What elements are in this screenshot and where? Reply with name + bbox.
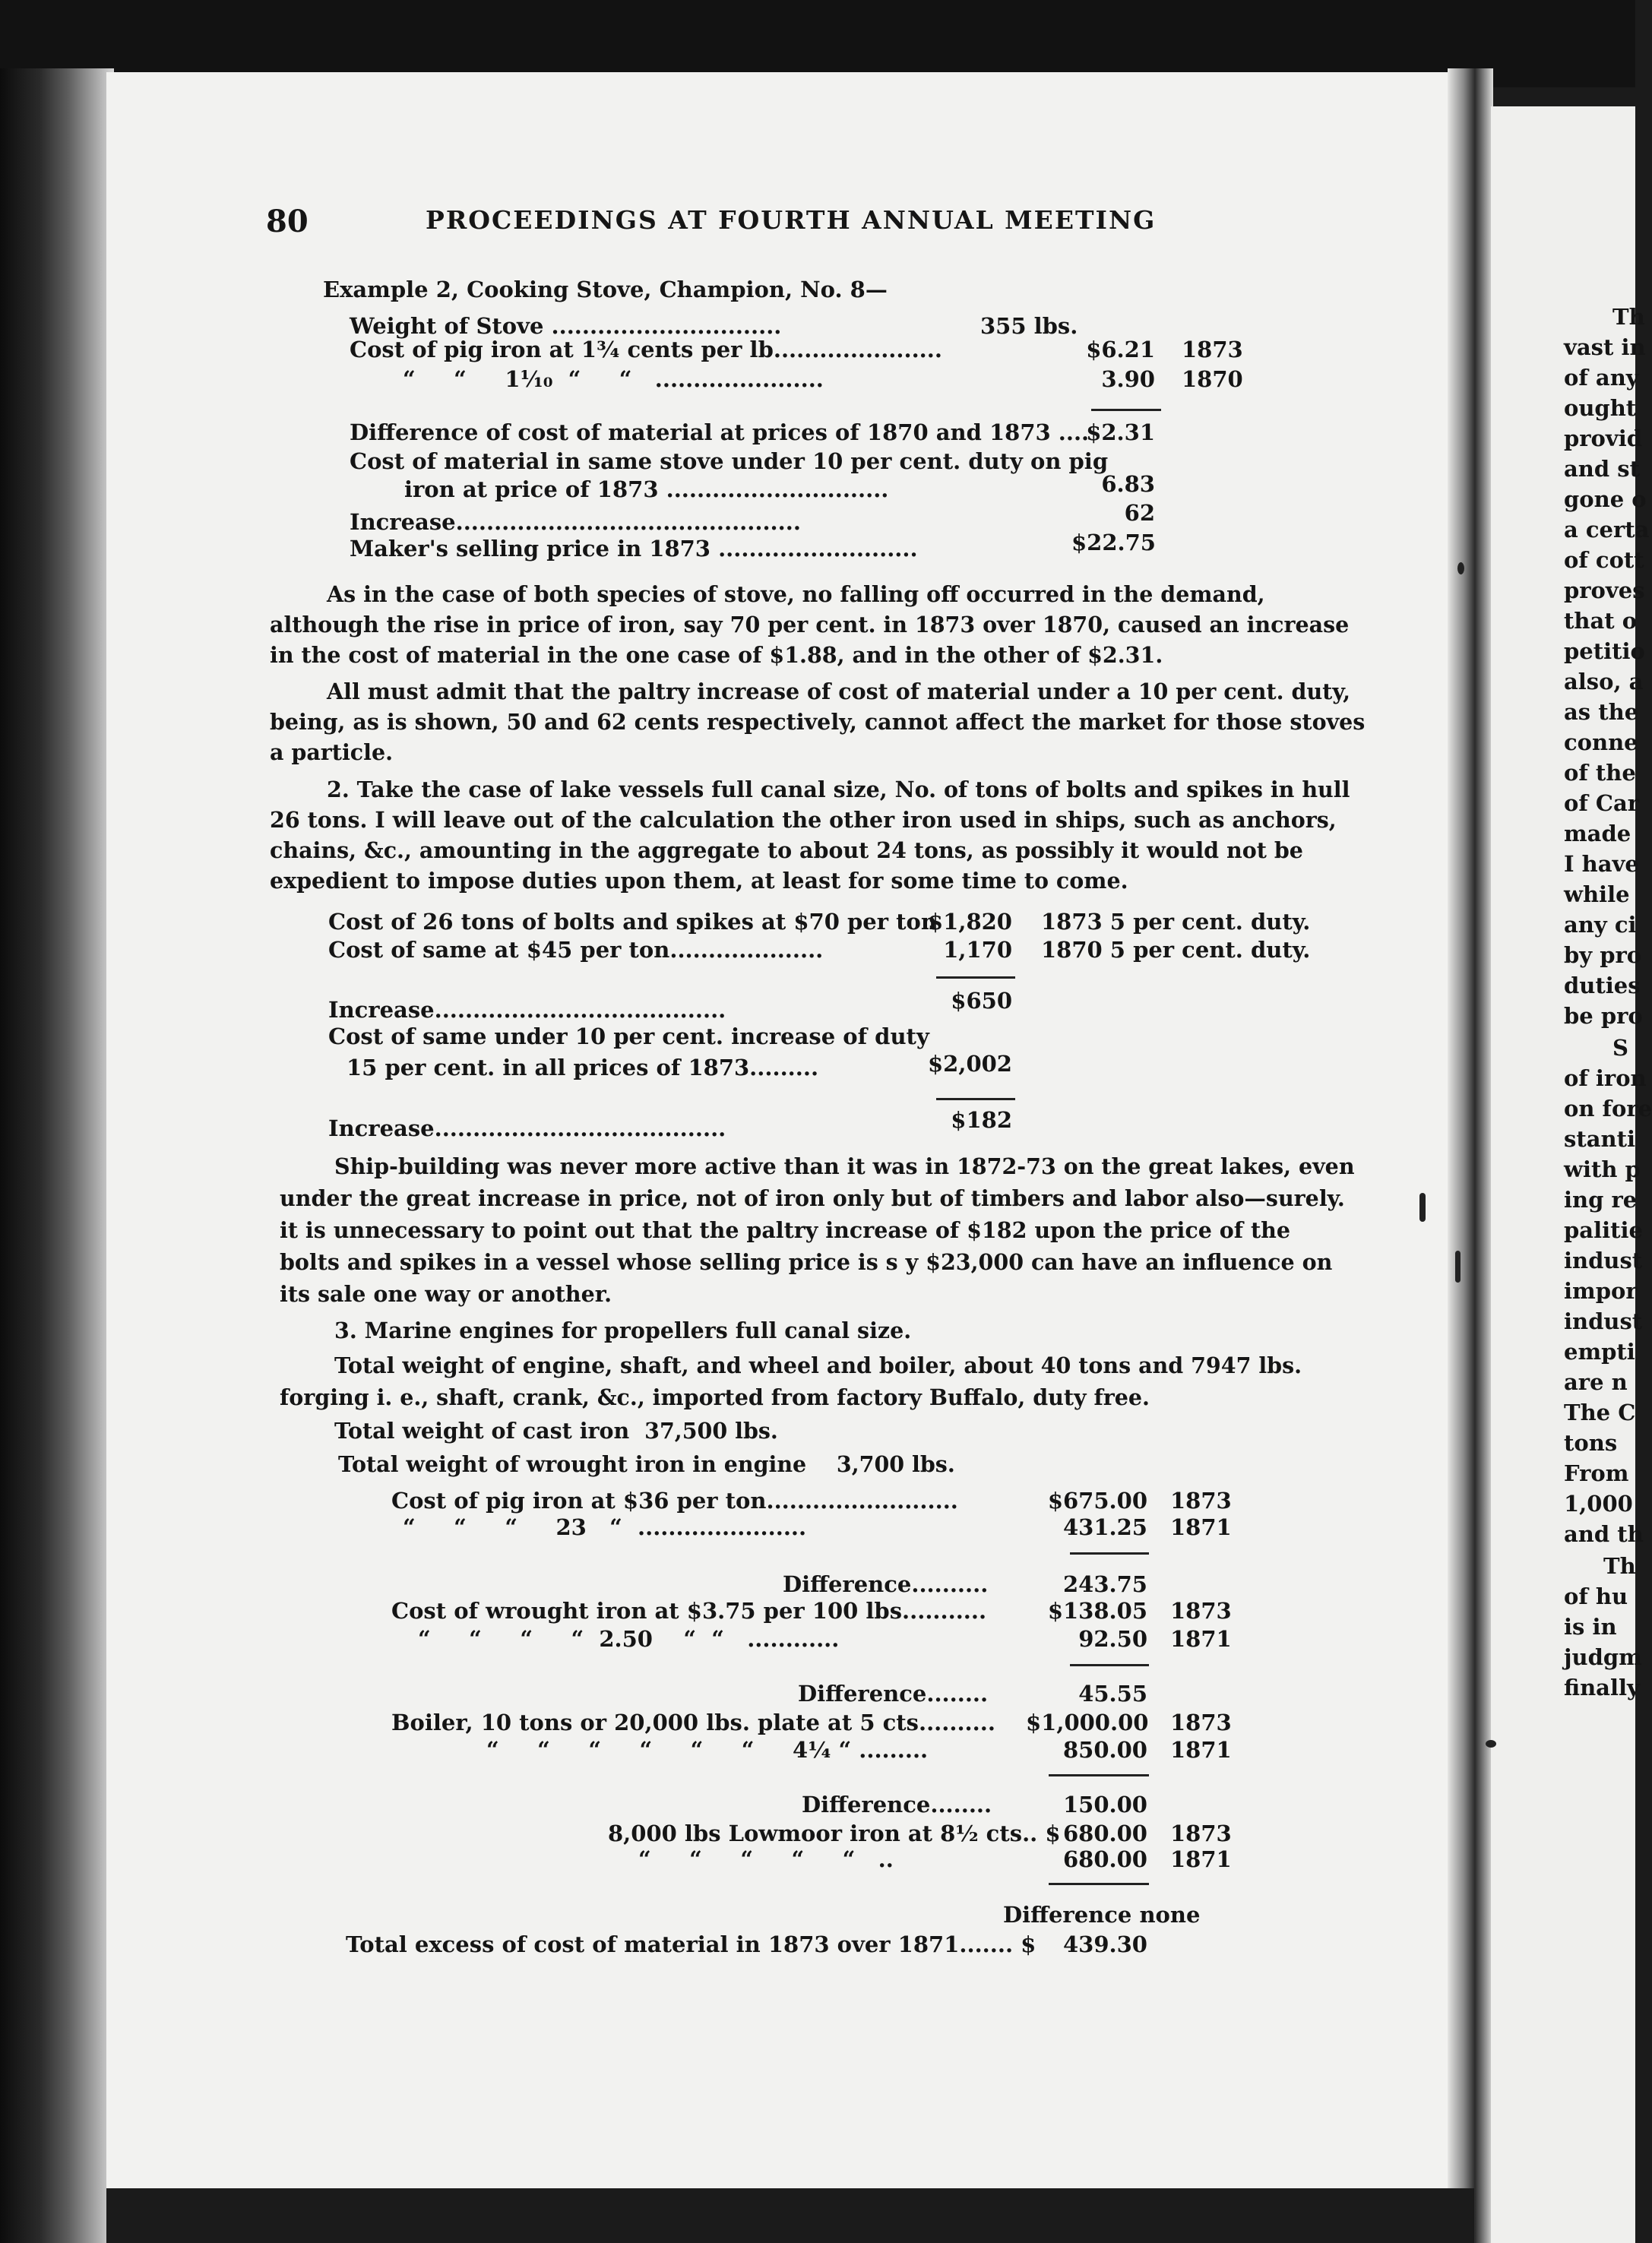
engine-row-label: Difference none bbox=[1003, 1902, 1201, 1928]
sum-rule bbox=[1070, 1552, 1149, 1555]
facing-page-line: of cott bbox=[1564, 547, 1644, 573]
page-edge-shadow bbox=[0, 68, 114, 2243]
paragraph-line: Ship-building was never more active than it was in 1872-73 on the great lakes, even bbox=[334, 1153, 1355, 1179]
facing-page-line: made bbox=[1564, 821, 1631, 846]
engine-row-value: 850.00 bbox=[1063, 1737, 1147, 1763]
paragraph-line: As in the case of both species of stove, no falling off occurred in the demand, bbox=[327, 581, 1265, 607]
sum-rule bbox=[1049, 1774, 1149, 1776]
sum-rule bbox=[1070, 1664, 1149, 1666]
facing-page bbox=[1491, 106, 1652, 2243]
facing-page-line: Th bbox=[1603, 1553, 1636, 1579]
paragraph-line: although the rise in price of iron, say 70 per cent. in 1873 over 1870, caused an increase bbox=[270, 612, 1350, 637]
paragraph-line: a particle. bbox=[270, 739, 394, 765]
vessel-row-5-label: Increase...................................... bbox=[328, 1115, 726, 1141]
engine-row-label: “ “ “ 23 “ ...................... bbox=[403, 1514, 807, 1540]
facing-page-line: of Car bbox=[1564, 790, 1640, 816]
engine-row-value: 92.50 bbox=[1078, 1626, 1147, 1652]
facing-page-line: indust bbox=[1564, 1308, 1643, 1334]
facing-page-line: I have bbox=[1564, 851, 1639, 877]
engine-row-label: “ “ “ “ 2.50 “ “ ............ bbox=[418, 1626, 840, 1652]
paragraph-line: it is unnecessary to point out that the paltry increase of $182 upon the price of the bbox=[280, 1217, 1290, 1243]
facing-page-line: impor bbox=[1564, 1278, 1638, 1304]
engine-row-year: 1871 bbox=[1170, 1626, 1232, 1652]
vessel-row-4-label-1: Cost of same under 10 per cent. increase of duty bbox=[328, 1023, 929, 1049]
vessel-row-1-label: Cost of 26 tons of bolts and spikes at $70 per ton bbox=[328, 909, 937, 935]
facing-page-line: and th bbox=[1564, 1521, 1644, 1547]
facing-page-line: duties bbox=[1564, 973, 1641, 998]
facing-page-line: From bbox=[1564, 1460, 1629, 1486]
engine-row-label: Difference........ bbox=[798, 1681, 989, 1707]
ditto-year: 1870 bbox=[1182, 366, 1243, 392]
engine-row-year: 1871 bbox=[1170, 1846, 1232, 1872]
facing-page-line: vast in bbox=[1564, 334, 1646, 360]
vessel-row-4-label-2: 15 per cent. in all prices of 1873......... bbox=[347, 1055, 819, 1080]
vessel-row-4-value: $2,002 bbox=[928, 1051, 1012, 1077]
pig-iron-year: 1873 bbox=[1182, 337, 1243, 362]
engine-row-label: Boiler, 10 tons or 20,000 lbs. plate at 5 cts.......... bbox=[391, 1710, 995, 1735]
sum-rule bbox=[1049, 1883, 1149, 1885]
engine-row-year: 1873 bbox=[1170, 1821, 1232, 1846]
facing-page-line: are n bbox=[1564, 1369, 1628, 1395]
facing-page-line: S bbox=[1612, 1035, 1628, 1061]
paragraph-line: being, as is shown, 50 and 62 cents respectively, cannot affect the market for those stoves bbox=[270, 709, 1366, 735]
facing-page-line: of hu bbox=[1564, 1583, 1628, 1609]
facing-page-line: is in bbox=[1564, 1614, 1617, 1640]
engine-row-value: 45.55 bbox=[1078, 1681, 1147, 1707]
vessel-row-1-value: $1,820 bbox=[928, 909, 1012, 935]
total-excess-value: 439.30 bbox=[1063, 1931, 1147, 1957]
engine-row-label: Difference.......... bbox=[783, 1571, 989, 1597]
sum-rule bbox=[936, 976, 1015, 979]
pig-iron-value: $6.21 bbox=[1086, 337, 1155, 362]
book-gutter bbox=[1448, 68, 1493, 2243]
facing-page-line: finally bbox=[1564, 1675, 1640, 1700]
facing-page-line: petitio bbox=[1564, 638, 1645, 664]
engine-row-label: Difference........ bbox=[802, 1792, 992, 1817]
pig-iron-label: Cost of pig iron at 1¾ cents per lb...................... bbox=[350, 337, 942, 362]
engine-row-year: 1873 bbox=[1170, 1488, 1232, 1514]
engine-row-value: 150.00 bbox=[1063, 1792, 1147, 1817]
page-number: 80 bbox=[266, 204, 309, 239]
facing-page-line: Th bbox=[1612, 304, 1645, 330]
facing-page-line: while bbox=[1564, 881, 1630, 907]
vessel-row-3-value: $650 bbox=[951, 988, 1012, 1014]
vessel-row-5-value: $182 bbox=[951, 1107, 1012, 1133]
scan-speck bbox=[1419, 1193, 1426, 1222]
facing-page-line: 1,000 bbox=[1564, 1491, 1633, 1517]
paragraph-line: Total weight of engine, shaft, and wheel and boiler, about 40 tons and 7947 lbs. bbox=[334, 1352, 1302, 1378]
under-duty-value: 6.83 bbox=[1101, 471, 1155, 497]
facing-page-line: ought bbox=[1564, 395, 1637, 421]
weight-value: 355 lbs. bbox=[980, 313, 1078, 339]
total-excess-label: Total excess of cost of material in 1873 over 1871....... $ bbox=[346, 1931, 1036, 1957]
cast-iron-weight: Total weight of cast iron 37,500 lbs. bbox=[334, 1418, 778, 1444]
facing-page-line: by pro bbox=[1564, 942, 1642, 968]
engine-row-value: 680.00 bbox=[1063, 1846, 1147, 1872]
facing-page-line: stanti bbox=[1564, 1126, 1636, 1152]
vessel-row-2-value: 1,170 bbox=[943, 937, 1012, 963]
paragraph-line: bolts and spikes in a vessel whose selling price is s y $23,000 can have an influence on bbox=[280, 1249, 1333, 1275]
vessel-row-1-note: 1873 5 per cent. duty. bbox=[1041, 909, 1311, 935]
paragraph-line: under the great increase in price, not of iron only but of timbers and labor also—surely. bbox=[280, 1185, 1345, 1211]
example-title: Example 2, Cooking Stove, Champion, No. 8— bbox=[323, 277, 888, 302]
increase-label: Increase............................................. bbox=[350, 509, 801, 535]
paragraph-line: chains, &c., amounting in the aggregate to about 24 tons, as possibly it would not be bbox=[270, 837, 1303, 863]
engine-row-label: “ “ “ “ “ .. bbox=[638, 1846, 894, 1872]
facing-page-line: The C bbox=[1564, 1400, 1636, 1425]
engine-row-label: Cost of pig iron at $36 per ton......................... bbox=[391, 1488, 958, 1514]
scan-speck bbox=[1457, 562, 1464, 574]
engine-row-value: $675.00 bbox=[1047, 1488, 1147, 1514]
facing-page-line: judgm bbox=[1564, 1644, 1642, 1670]
scan-speck bbox=[1486, 1740, 1496, 1748]
facing-page-line: conne bbox=[1564, 729, 1638, 755]
facing-page-line: on fore bbox=[1564, 1096, 1652, 1122]
facing-page-line: as the bbox=[1564, 699, 1639, 725]
facing-page-line: provid bbox=[1564, 426, 1643, 451]
facing-page-line: a certa bbox=[1564, 517, 1650, 543]
facing-page-line: proves bbox=[1564, 577, 1645, 603]
scan-bottom-border bbox=[106, 2188, 1474, 2243]
paragraph-line: All must admit that the paltry increase of cost of material under a 10 per cent. duty, bbox=[327, 679, 1351, 704]
engine-row-value: 431.25 bbox=[1063, 1514, 1147, 1540]
facing-page-line: with p bbox=[1564, 1156, 1641, 1182]
facing-page-line: ing re bbox=[1564, 1187, 1638, 1213]
ditto-label: “ “ 1¹⁄₁₀ “ “ ...................... bbox=[403, 366, 824, 392]
vessel-row-2-label: Cost of same at $45 per ton.................... bbox=[328, 937, 824, 963]
engine-row-year: 1873 bbox=[1170, 1598, 1232, 1624]
selling-price-label: Maker's selling price in 1873 .......................... bbox=[350, 536, 918, 562]
sum-rule bbox=[1091, 409, 1161, 411]
increase-value: 62 bbox=[1124, 500, 1155, 526]
sum-rule bbox=[936, 1098, 1015, 1100]
facing-page-line: that o bbox=[1564, 608, 1638, 634]
facing-page-line: gone o bbox=[1564, 486, 1647, 512]
ditto-value: 3.90 bbox=[1101, 366, 1155, 392]
facing-page-line: empti bbox=[1564, 1339, 1635, 1365]
paragraph-line: in the cost of material in the one case of $1.88, and in the other of $2.31. bbox=[270, 642, 1163, 668]
facing-page-line: of iron bbox=[1564, 1065, 1647, 1091]
paragraph-line: 3. Marine engines for propellers full canal size. bbox=[334, 1318, 912, 1343]
difference-label: Difference of cost of material at prices of 1870 and 1873 .... bbox=[350, 419, 1090, 445]
engine-row-label: 8,000 lbs Lowmoor iron at 8½ cts.. $ bbox=[608, 1821, 1061, 1846]
paragraph-line: forging i. e., shaft, crank, &c., imported from factory Buffalo, duty free. bbox=[280, 1384, 1150, 1410]
engine-row-value: 243.75 bbox=[1063, 1571, 1147, 1597]
engine-row-value: $138.05 bbox=[1047, 1598, 1147, 1624]
facing-page-line: any ci bbox=[1564, 912, 1637, 938]
facing-page-line: indust bbox=[1564, 1248, 1643, 1273]
facing-page-line: and st bbox=[1564, 456, 1640, 482]
engine-row-year: 1871 bbox=[1170, 1737, 1232, 1763]
under-duty-label-1: Cost of material in same stove under 10 per cent. duty on pig bbox=[350, 448, 1109, 474]
difference-value: $2.31 bbox=[1086, 419, 1155, 445]
facing-page-line: also, a bbox=[1564, 669, 1644, 694]
weight-label: Weight of Stove .............................. bbox=[350, 313, 782, 339]
wrought-iron-weight: Total weight of wrought iron in engine 3,700 lbs. bbox=[338, 1451, 955, 1477]
engine-row-year: 1873 bbox=[1170, 1710, 1232, 1735]
running-head: PROCEEDINGS AT FOURTH ANNUAL MEETING bbox=[426, 205, 1157, 235]
under-duty-label-2: iron at price of 1873 ............................. bbox=[404, 476, 889, 502]
engine-row-label: “ “ “ “ “ “ 4¼ “ ......... bbox=[486, 1737, 929, 1763]
paragraph-line: 26 tons. I will leave out of the calculation the other iron used in ships, such as anchors, bbox=[270, 807, 1337, 833]
engine-row-label: Cost of wrought iron at $3.75 per 100 lbs........... bbox=[391, 1598, 987, 1624]
facing-page-line: tons bbox=[1564, 1430, 1618, 1456]
paragraph-line: its sale one way or another. bbox=[280, 1281, 612, 1307]
engine-row-value: 680.00 bbox=[1063, 1821, 1147, 1846]
paragraph-line: 2. Take the case of lake vessels full canal size, No. of tons of bolts and spikes in hull bbox=[327, 777, 1350, 802]
facing-page-line: be pro bbox=[1564, 1003, 1643, 1029]
engine-row-value: $1,000.00 bbox=[1026, 1710, 1149, 1735]
vessel-row-3-label: Increase...................................... bbox=[328, 997, 726, 1023]
facing-page-line: palitie bbox=[1564, 1217, 1643, 1243]
vessel-row-2-note: 1870 5 per cent. duty. bbox=[1041, 937, 1311, 963]
paragraph-line: expedient to impose duties upon them, at least for some time to come. bbox=[270, 868, 1128, 894]
facing-page-line: of the bbox=[1564, 760, 1636, 786]
selling-price-value: $22.75 bbox=[1071, 530, 1156, 555]
scan-speck bbox=[1455, 1251, 1461, 1283]
engine-row-year: 1871 bbox=[1170, 1514, 1232, 1540]
facing-page-line: of any bbox=[1564, 365, 1639, 391]
